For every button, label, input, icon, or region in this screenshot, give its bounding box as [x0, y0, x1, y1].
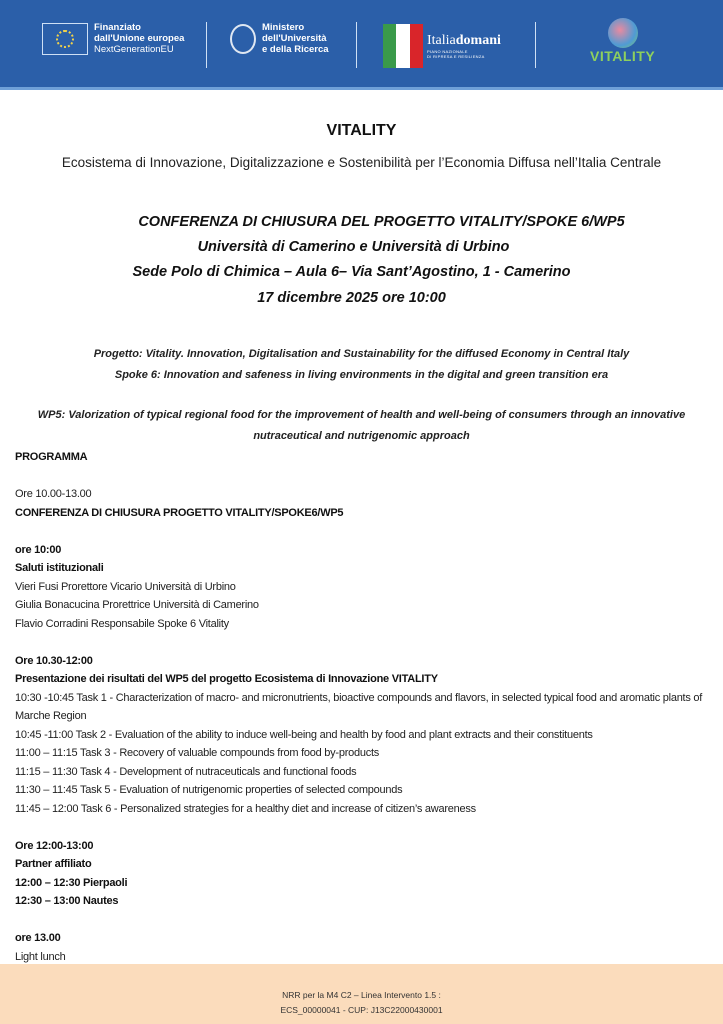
project-line: Progetto: Vitality. Innovation, Digitalisation and Sustainability for the diffused Economy in Central Italy: [93, 348, 630, 360]
vitality-globe-icon: [608, 18, 638, 48]
session-title: CONFERENZA DI CHIUSURA PROGETTO VITALITY/SPOKE6/WP5: [15, 506, 344, 519]
greetings-title: Saluti istituzionali: [15, 562, 104, 574]
footer-line1: NRR per la M4 C2 – Linea Intervento 1.5 :: [282, 990, 441, 1000]
republic-emblem-icon: [230, 24, 256, 54]
list-item: Flavio Corradini Responsabile Spoke 6 Vitality: [15, 617, 229, 630]
divider: [206, 22, 207, 68]
eu-logo: [42, 22, 184, 55]
conference-venue: Università di Camerino e Università di Urbino: [197, 239, 510, 255]
header-banner: [0, 0, 723, 90]
divider: [535, 22, 536, 68]
ministry-line1: Ministero: [262, 22, 305, 33]
ministry-logo: [230, 22, 329, 55]
ministry-line2: dell'Università: [262, 33, 327, 44]
task-item: 10:30 -10:45 Task 1 - Characterization of macro- and micronutrients, bioactive compounds and flavors, in selected typical food and aromatic plants of Marche Region: [15, 691, 703, 722]
eu-flag-icon: [42, 23, 88, 55]
italia-sub1: PIANO NAZIONALE: [427, 49, 468, 54]
footer-line2: ECS_00000041 - CUP: J13C22000430001: [280, 1005, 443, 1015]
partner-item: 12:00 – 12:30 Pierpaoli: [15, 876, 128, 889]
lunch-time: ore 13.00: [15, 932, 61, 944]
programma-heading: PROGRAMMA: [15, 451, 88, 463]
domani-text: domani: [455, 33, 501, 48]
divider: [356, 22, 357, 68]
eu-line1: Finanziato: [94, 22, 141, 33]
results-title: Presentazione dei risultati del WP5 del progetto Ecosistema di Innovazione VITALITY: [15, 673, 438, 685]
task-item: 11:30 – 11:45 Task 5 - Evaluation of nutrigenomic properties of selected compounds: [15, 784, 403, 796]
conference-address: Sede Polo di Chimica – Aula 6– Via Sant’Agostino, 1 - Camerino: [132, 264, 571, 280]
vitality-logo: [590, 18, 655, 64]
task-item: 10:45 -11:00 Task 2 - Evaluation of the ability to induce well-being and health by food and plant extracts and their constituents: [15, 728, 593, 741]
wp5-line: WP5: Valorization of typical regional food for the improvement of health and well-being of consumers through an innovative: [37, 409, 686, 421]
partner-time: Ore 12:00-13:00: [15, 839, 94, 852]
task-item: 11:45 – 12:00 Task 6 - Personalized strategies for a healthy diet and increase of citizen’s awareness: [15, 802, 476, 815]
list-item: Vieri Fusi Prorettore Vicario Università di Urbino: [15, 580, 236, 593]
footer: [0, 964, 723, 1024]
italiadomani-logo: [383, 24, 501, 68]
vitality-logo-text: VITALITY: [590, 48, 656, 64]
italia-text: Italia: [427, 33, 456, 48]
greetings-time: ore 10:00: [15, 543, 62, 556]
eu-line3: NextGenerationEU: [94, 44, 174, 55]
session-time: Ore 10.00-13.00: [15, 488, 92, 500]
eu-line2: dall'Unione europea: [94, 33, 185, 44]
task-item: 11:15 – 11:30 Task 4 - Development of nutraceuticals and functional foods: [15, 765, 357, 778]
spoke-line: Spoke 6: Innovation and safeness in living environments in the digital and green transition era: [114, 369, 609, 381]
page-title: VITALITY: [326, 122, 397, 139]
subtitle: Ecosistema di Innovazione, Digitalizzazione e Sostenibilità per l’Economia Diffusa nell’Italia Centrale: [61, 155, 662, 170]
partner-item: 12:30 – 13:00 Nautes: [15, 895, 119, 907]
partner-title: Partner affiliato: [15, 858, 92, 870]
ministry-line3: e della Ricerca: [262, 44, 329, 55]
list-item: Giulia Bonacucina Prorettrice Università di Camerino: [15, 599, 259, 611]
italy-flag-icon: [383, 24, 423, 68]
wp5-line-2: nutraceutical and nutrigenomic approach: [253, 430, 470, 442]
italia-sub2: DI RIPRESA E RESILIENZA: [427, 54, 485, 59]
task-item: 11:00 – 11:15 Task 3 - Recovery of valuable compounds from food by-products: [15, 747, 380, 759]
programme: [15, 448, 705, 966]
results-time: Ore 10.30-12:00: [15, 654, 93, 667]
conference-date: 17 dicembre 2025 ore 10:00: [257, 290, 446, 306]
conference-title: CONFERENZA DI CHIUSURA DEL PROGETTO VITALITY/SPOKE 6/WP5: [138, 214, 625, 230]
lunch-title: Light lunch: [15, 950, 66, 963]
